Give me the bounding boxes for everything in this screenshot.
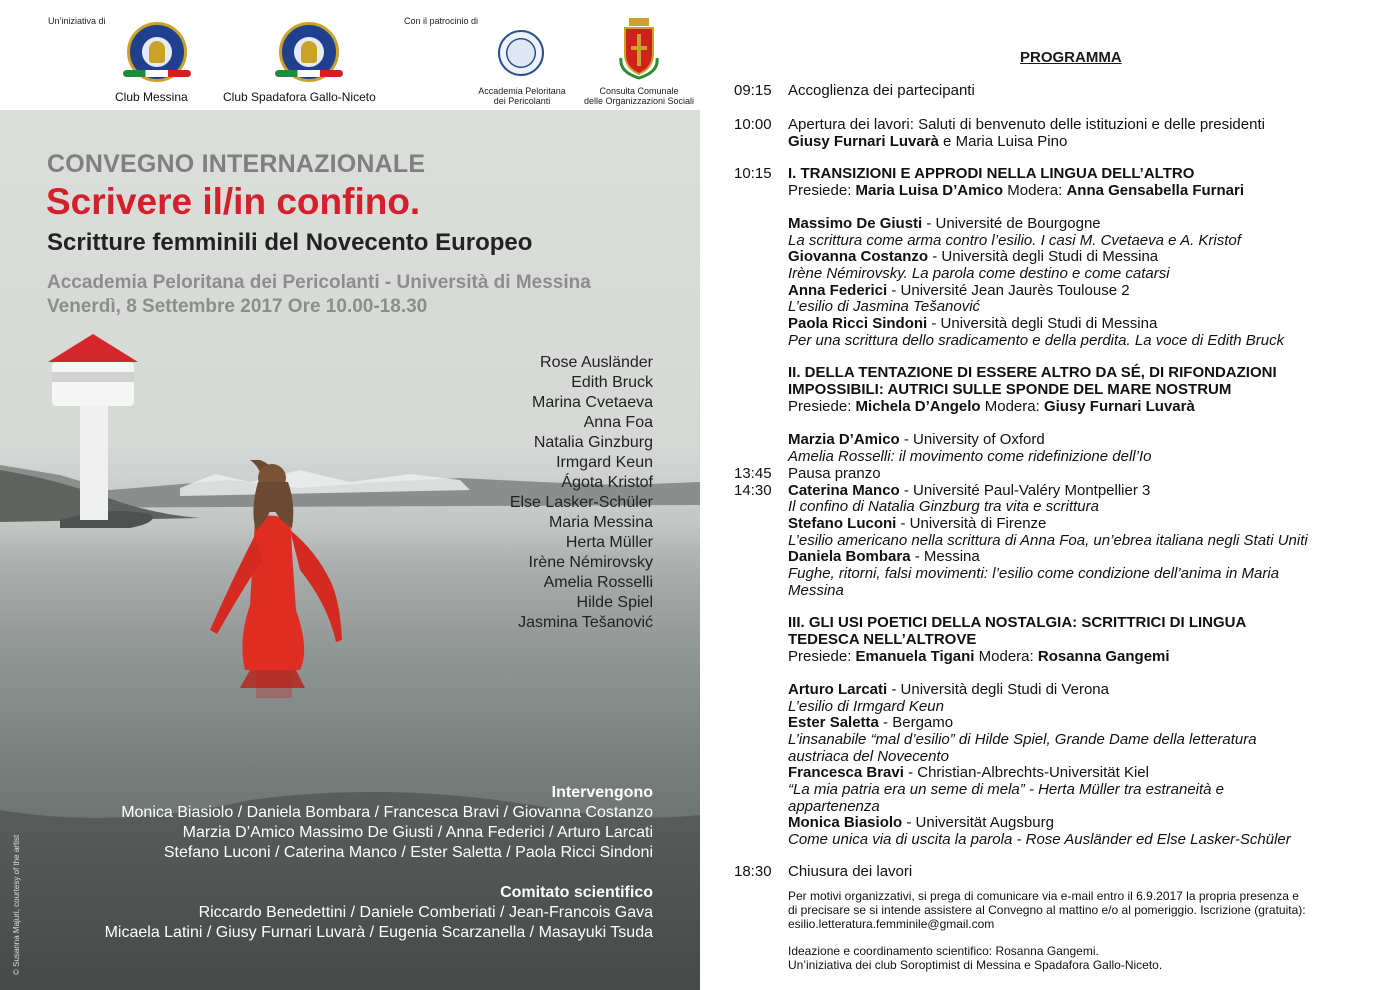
program-line: III. GLI USI POETICI DELLA NOSTALGIA: SCRITTRICI DI LINGUA: [788, 614, 1247, 631]
author-item: Else Lasker-Schüler: [509, 494, 653, 511]
speakers-line: Stefano Luconi / Caterina Manco / Ester Saletta / Paola Ricci Sindoni: [163, 844, 653, 861]
program-line: appartenenza: [788, 798, 880, 815]
program-time: 10:00: [734, 116, 772, 133]
club-messina-label: Club Messina: [115, 90, 188, 104]
program-line: Apertura dei lavori: Saluti di benvenuto delle istituzioni e delle presidenti: [788, 116, 1265, 133]
program-note: di precisare se si intende assistere al Convegno al mattino e/o al pomeriggio. Iscrizione (gratuita):: [788, 903, 1306, 917]
program-note: Un’iniziativa dei club Soroptimist di Messina e Spadafora Gallo-Niceto.: [788, 958, 1163, 972]
consulta-caption: Consulta Comunale delle Organizzazioni Sociali: [583, 86, 695, 106]
program-time: 10:15: [734, 165, 772, 182]
program-line: austriaca del Novecento: [788, 748, 949, 765]
program-line: I. TRANSIZIONI E APPRODI NELLA LINGUA DELL’ALTRO: [788, 165, 1195, 182]
program-line: Giovanna Costanzo - Università degli Studi di Messina: [788, 248, 1159, 265]
program-line: L’esilio di Jasmina Tešanović: [788, 298, 981, 315]
program-note: Ideazione e coordinamento scientifico: Rosanna Gangemi.: [788, 944, 1099, 958]
program-line: Marzia D’Amico - University of Oxford: [788, 431, 1045, 448]
program-panel: [700, 0, 1400, 990]
program-line: Messina: [788, 582, 844, 599]
program-line: Per una scrittura dello sradicamento e della perdita. La voce di Edith Bruck: [788, 332, 1285, 349]
accademia-seal-icon: [498, 30, 544, 76]
author-item: Ágota Kristof: [561, 474, 653, 491]
program-note: esilio.letteratura.femminile@gmail.com: [788, 917, 995, 931]
program-line: Irène Némirovsky. La parola come destino e come catarsi: [788, 265, 1170, 282]
author-item: Herta Müller: [565, 534, 653, 551]
program-line: Fughe, ritorni, falsi movimenti: l’esilio come condizione dell’anima in Maria: [788, 565, 1280, 582]
program-line: Daniela Bombara - Messina: [788, 548, 980, 565]
speakers-heading: Intervengono: [551, 784, 653, 801]
author-item: Marina Cvetaeva: [532, 394, 653, 411]
author-item: Irmgard Keun: [556, 454, 653, 471]
program-line: II. DELLA TENTAZIONE DI ESSERE ALTRO DA SÉ, DI RIFONDAZIONI: [788, 364, 1277, 381]
author-item: Natalia Ginzburg: [533, 434, 653, 451]
event-title: Scrivere il/in confino.: [46, 181, 421, 222]
program-line: “La mia patria era un seme di mela” - Herta Müller tra estraneità e: [788, 781, 1225, 798]
committee-heading: Comitato scientifico: [500, 884, 653, 901]
speakers-line: Monica Biasiolo / Daniela Bombara / Francesca Bravi / Giovanna Costanzo: [121, 804, 653, 821]
program-line: Arturo Larcati - Università degli Studi di Verona: [788, 681, 1109, 698]
program-time: 13:45: [734, 465, 772, 482]
program-line: Massimo De Giusti - Université de Bourgogne: [788, 215, 1101, 232]
program-title: PROGRAMMA: [1020, 49, 1122, 66]
program-note: Per motivi organizzativi, si prega di comunicare via e-mail entro il 6.9.2017 la propria presenza e: [788, 889, 1299, 903]
poster-header: [0, 0, 700, 110]
program-line: Chiusura dei lavori: [788, 863, 913, 880]
program-line: Ester Saletta - Bergamo: [788, 714, 954, 731]
author-item: Amelia Rosselli: [543, 574, 653, 591]
program-line: Il confino di Natalia Ginzburg tra vita e scrittura: [788, 498, 1099, 515]
author-item: Hilde Spiel: [576, 594, 653, 611]
author-item: Irène Némirovsky: [528, 554, 653, 571]
club-spadafora-label: Club Spadafora Gallo-Niceto: [223, 90, 376, 104]
event-subtitle: Scritture femminili del Novecento Europeo: [47, 229, 533, 256]
event-date: Venerdì, 8 Settembre 2017 Ore 10.00-18.30: [47, 296, 428, 317]
program-line: TEDESCA NELL’ALTROVE: [788, 631, 977, 648]
author-item: Jasmina Tešanović: [518, 614, 653, 631]
flag-ribbon-icon: [275, 70, 343, 77]
program-line: La scrittura come arma contro l’esilio. I casi M. Cvetaeva e A. Kristof: [788, 232, 1241, 249]
program-line: Giusy Furnari Luvarà e Maria Luisa Pino: [788, 133, 1068, 150]
program-line: Come unica via di uscita la parola - Rose Ausländer ed Else Lasker-Schüler: [788, 831, 1291, 848]
program-line: Paola Ricci Sindoni - Università degli Studi di Messina: [788, 315, 1158, 332]
flag-ribbon-icon: [123, 70, 191, 77]
city-crest-icon: [617, 18, 661, 80]
photo-credit: © Susanna Majuri, courtesy of the artist: [12, 834, 21, 975]
author-item: Edith Bruck: [571, 374, 653, 391]
program-line: Pausa pranzo: [788, 465, 881, 482]
program-line: IMPOSSIBILI: AUTRICI SULLE SPONDE DEL MARE NOSTRUM: [788, 381, 1232, 398]
program-time: 09:15: [734, 82, 772, 99]
event-venue: Accademia Peloritana dei Pericolanti - Università di Messina: [47, 272, 591, 293]
program-time: 14:30: [734, 482, 772, 499]
program-line: L’esilio americano nella scrittura di Anna Foa, un’ebrea italiana negli Stati Uniti: [788, 532, 1308, 549]
committee-line: Micaela Latini / Giusy Furnari Luvarà / Eugenia Scarzanella / Masayuki Tsuda: [104, 924, 653, 941]
initiative-label: Un’iniziativa di: [48, 16, 106, 26]
program-line: Amelia Rosselli: il movimento come ridefinizione dell’Io: [788, 448, 1152, 465]
committee-line: Riccardo Benedettini / Daniele Comberiati / Jean-Francois Gava: [198, 904, 653, 921]
program-line: Francesca Bravi - Christian-Albrechts-Universität Kiel: [788, 764, 1149, 781]
program-line: Caterina Manco - Université Paul-Valéry Montpellier 3: [788, 482, 1151, 499]
authors-list: [510, 353, 653, 633]
program-time: 18:30: [734, 863, 772, 880]
program-line: L’esilio di Irmgard Keun: [788, 698, 944, 715]
author-item: Maria Messina: [548, 514, 653, 531]
patronage-label: Con il patrocinio di: [404, 16, 479, 26]
program-line: Anna Federici - Université Jean Jaurès Toulouse 2: [788, 282, 1130, 299]
program-line: Accoglienza dei partecipanti: [788, 82, 975, 99]
program-line: Stefano Luconi - Università di Firenze: [788, 515, 1047, 532]
event-type: CONVEGNO INTERNAZIONALE: [47, 150, 426, 178]
program-line: Presiede: Emanuela Tigani Modera: Rosanna Gangemi: [788, 648, 1170, 665]
program-line: L’insanabile “mal d’esilio” di Hilde Spiel, Grande Dame della letteratura: [788, 731, 1257, 748]
accademia-caption: Accademia Peloritana dei Pericolanti: [478, 86, 566, 106]
participants-block: [105, 783, 653, 943]
author-item: Rose Ausländer: [540, 354, 653, 371]
author-item: Anna Foa: [583, 414, 653, 431]
program-line: Presiede: Maria Luisa D’Amico Modera: Anna Gensabella Furnari: [788, 182, 1245, 199]
program-line: Presiede: Michela D’Angelo Modera: Giusy Furnari Luvarà: [788, 398, 1195, 415]
program-line: Monica Biasiolo - Universität Augsburg: [788, 814, 1054, 831]
speakers-line: Marzia D’Amico Massimo De Giusti / Anna Federici / Arturo Larcati: [182, 824, 653, 841]
